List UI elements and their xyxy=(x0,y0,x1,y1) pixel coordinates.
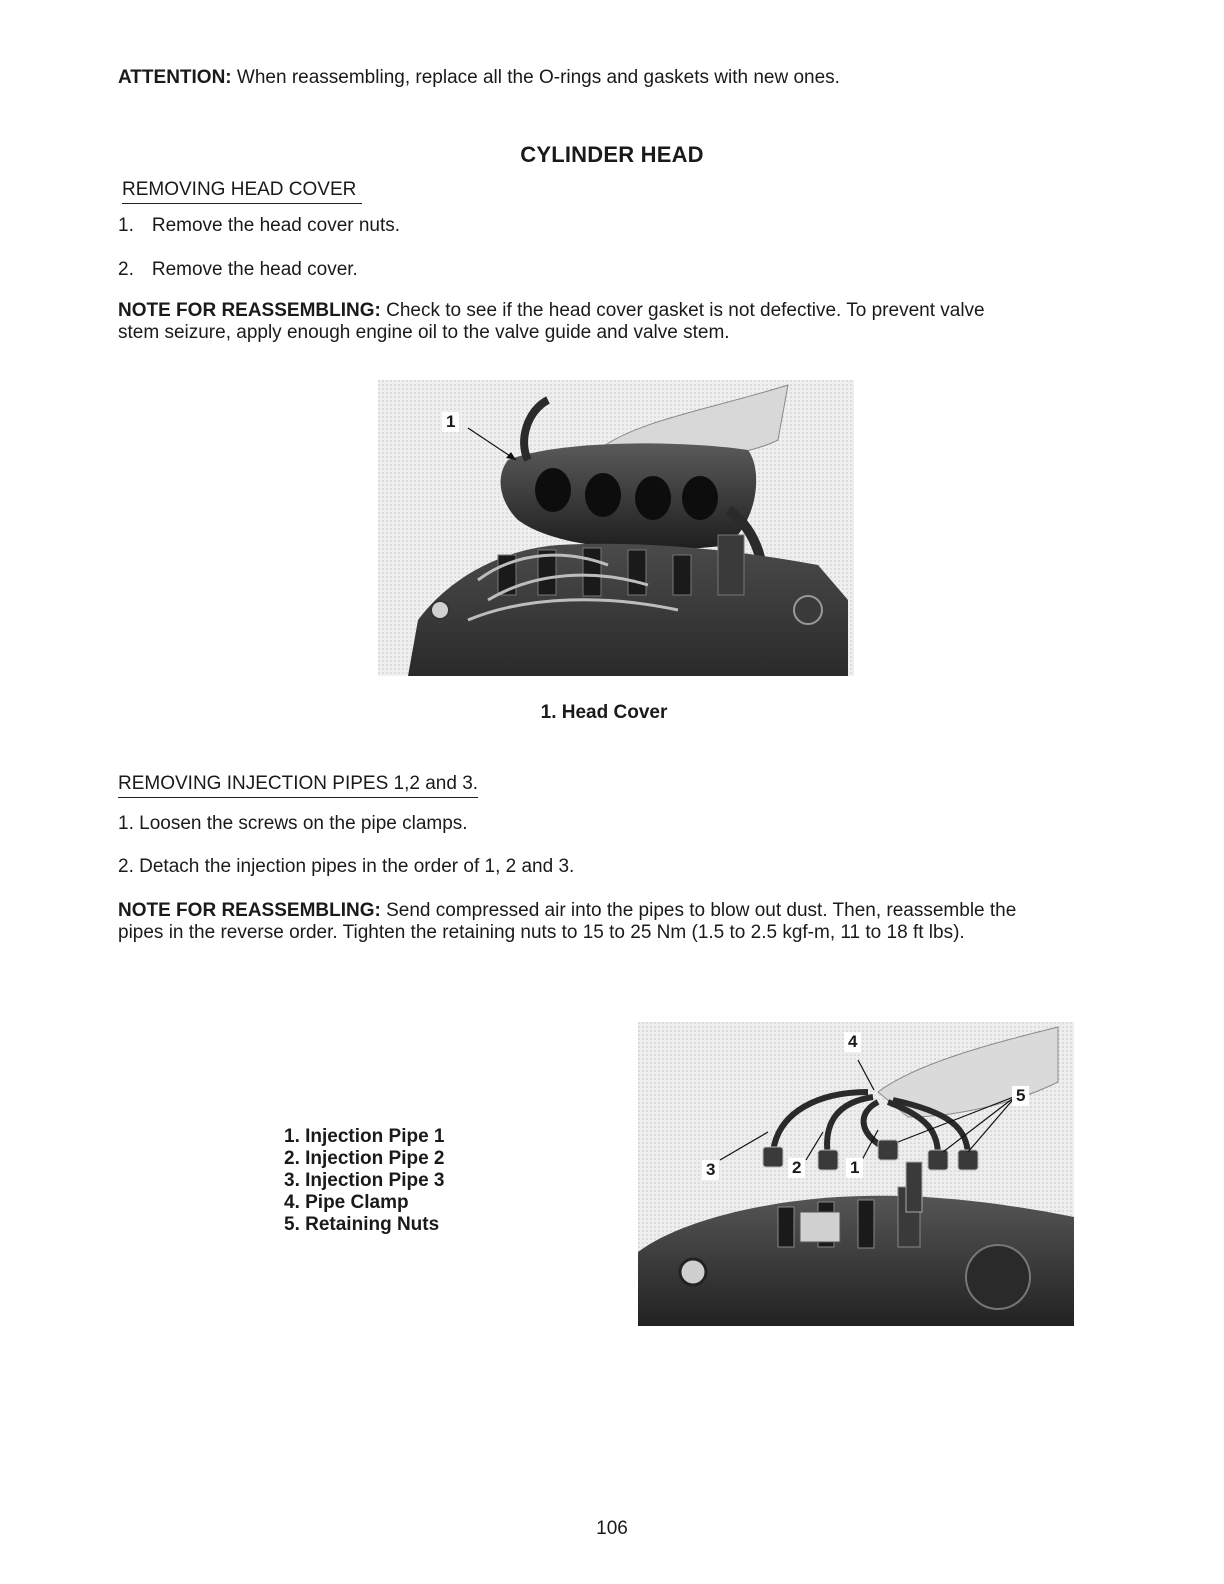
injection-pipes-callout-2: 2 xyxy=(788,1158,805,1178)
note-label: NOTE FOR REASSEMBLING: xyxy=(118,900,381,921)
head-cover-step-2 xyxy=(118,258,358,282)
attention-paragraph xyxy=(118,66,1118,90)
legend-item: 4. Pipe Clamp xyxy=(284,1192,409,1213)
injection-pipes-heading-wrap xyxy=(118,772,478,798)
injection-pipes-note xyxy=(118,900,1028,944)
note-text: Check to see if the head cover gasket is not defective. To prevent valve stem seizure, apply enough engine oil to the valve guide and valve stem. xyxy=(118,300,985,343)
head-cover-callout-1: 1 xyxy=(442,412,459,432)
attention-label: ATTENTION: xyxy=(118,67,232,88)
injection-pipes-callout-1: 1 xyxy=(846,1158,863,1178)
injection-pipes-step-2: 2. Detach the injection pipes in the order of 1, 2 and 3. xyxy=(118,856,575,877)
legend-item: 3. Injection Pipe 3 xyxy=(284,1170,445,1191)
note-text: Send compressed air into the pipes to blow out dust. Then, reassemble the pipes in the reverse order. Tighten the retaining nuts to 15 to 25 Nm (1.5 to 2.5 kgf-m, 11 to 18 ft lbs). xyxy=(118,900,1017,943)
head-cover-photo xyxy=(378,380,854,676)
head-cover-heading: REMOVING HEAD COVER xyxy=(122,178,362,204)
legend-item: 1. Injection Pipe 1 xyxy=(284,1126,445,1147)
head-cover-heading-wrap xyxy=(122,178,362,204)
injection-pipes-step-1: 1. Loosen the screws on the pipe clamps. xyxy=(118,813,468,834)
attention-text: When reassembling, replace all the O-rings and gaskets with new ones. xyxy=(231,67,840,88)
injection-pipes-callout-5: 5 xyxy=(1012,1086,1029,1106)
injection-pipes-photo xyxy=(638,1022,1074,1326)
step-text: Remove the head cover nuts. xyxy=(151,215,401,236)
head-cover-note xyxy=(118,300,1018,344)
step-text: Remove the head cover. xyxy=(151,259,358,280)
page-number: 106 xyxy=(596,1518,628,1539)
note-label: NOTE FOR REASSEMBLING: xyxy=(118,300,381,321)
injection-pipes-callout-3: 3 xyxy=(702,1160,719,1180)
injection-pipes-heading: REMOVING INJECTION PIPES 1,2 and 3. xyxy=(118,772,478,798)
section-title: CYLINDER HEAD xyxy=(520,142,704,167)
legend-item: 2. Injection Pipe 2 xyxy=(284,1148,445,1169)
injection-pipes-legend xyxy=(284,1126,445,1236)
legend-item: 5. Retaining Nuts xyxy=(284,1214,440,1235)
head-cover-step-1 xyxy=(118,214,400,238)
step-number: 1. xyxy=(118,215,134,236)
step-number: 2. xyxy=(118,259,134,280)
injection-pipes-callout-4: 4 xyxy=(844,1032,861,1052)
head-cover-caption: 1. Head Cover xyxy=(540,702,668,723)
